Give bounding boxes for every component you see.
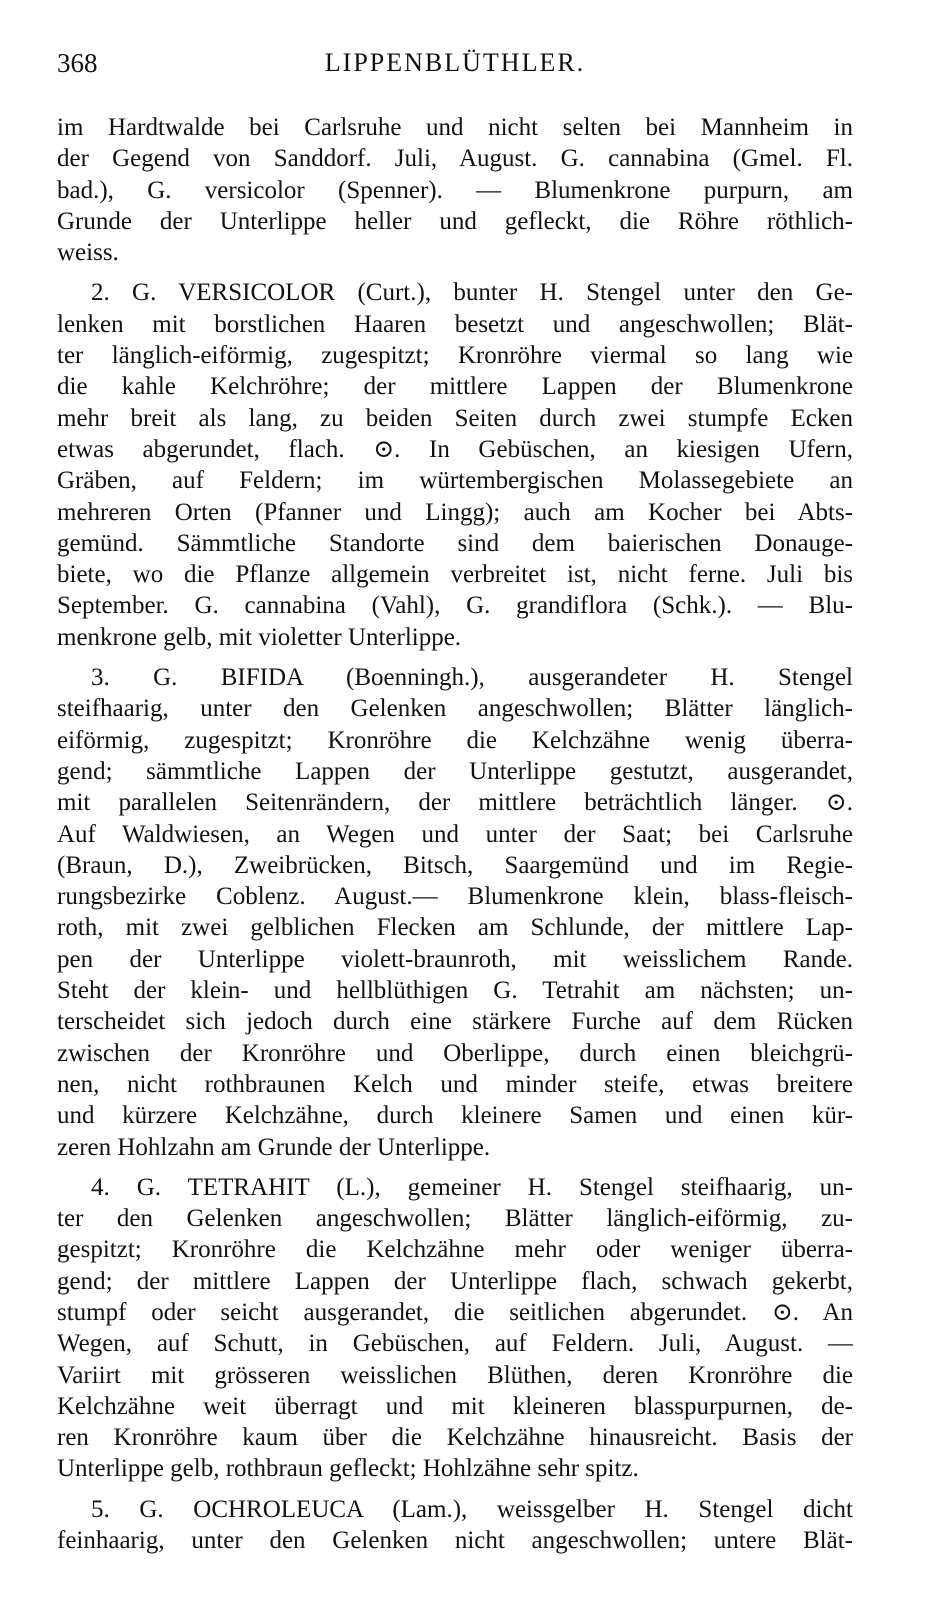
text-line: Unterlippe gelb, rothbraun gefleckt; Hohlzähne sehr spitz.	[57, 1455, 639, 1483]
text-line: mehr breit als lang, zu beiden Seiten durch zwei stumpfe Ecken	[57, 404, 853, 432]
paragraph-gap	[57, 1485, 853, 1494]
paragraph-gap	[57, 1163, 853, 1172]
text-line: etwas abgerundet, flach. ⊙. In Gebüschen, an kiesigen Ufern,	[57, 435, 853, 463]
text-line: ter den Gelenken angeschwollen; Blätter länglich-eiförmig, zu-	[57, 1205, 853, 1233]
text-line: steifhaarig, unter den Gelenken angeschwollen; Blätter länglich-	[57, 695, 853, 723]
text-line: zwischen der Kronröhre und Oberlippe, durch einen bleichgrü-	[57, 1039, 853, 1067]
text-line: gend; der mittlere Lappen der Unterlippe flach, schwach gekerbt,	[57, 1267, 853, 1295]
text-line: Grunde der Unterlippe heller und gefleckt, die Röhre röthlich-	[57, 207, 853, 235]
text-line: biete, wo die Pflanze allgemein verbreitet ist, nicht ferne. Juli bis	[57, 561, 853, 589]
paragraph	[57, 112, 853, 268]
text-line: menkrone gelb, mit violetter Unterlippe.	[57, 623, 462, 651]
text-line: bad.), G. versicolor (Spenner). — Blumenkrone purpurn, am	[57, 176, 853, 204]
text-line: 2. G. VERSICOLOR (Curt.), bunter H. Stengel unter den Ge-	[91, 279, 853, 307]
text-line: und kürzere Kelchzähne, durch kleinere Samen und einen kür-	[57, 1102, 853, 1130]
text-line: 3. G. BIFIDA (Boenningh.), ausgerandeter H. Stengel	[91, 664, 853, 692]
text-line: feinhaarig, unter den Gelenken nicht angeschwollen; untere Blät-	[57, 1527, 853, 1555]
text-line: Wegen, auf Schutt, in Gebüschen, auf Feldern. Juli, August. —	[57, 1330, 853, 1358]
text-line: der Gegend von Sanddorf. Juli, August. G. cannabina (Gmel. Fl.	[57, 145, 853, 173]
text-line: Steht der klein- und hellblüthigen G. Tetrahit am nächsten; un-	[57, 977, 853, 1005]
paragraph-gap	[57, 268, 853, 277]
paragraph-gap	[57, 653, 853, 662]
text-line: Kelchzähne weit überragt und mit kleineren blasspurpurnen, de-	[57, 1392, 853, 1420]
text-line: ren Kronröhre kaum über die Kelchzähne hinausreicht. Basis der	[57, 1424, 853, 1452]
text-line: roth, mit zwei gelblichen Flecken am Schlunde, der mittlere Lap-	[57, 914, 853, 942]
text-line: (Braun, D.), Zweibrücken, Bitsch, Saargemünd und im Regie-	[57, 851, 853, 879]
text-line: gespitzt; Kronröhre die Kelchzähne mehr oder weniger überra-	[57, 1236, 853, 1264]
text-line: gend; sämmtliche Lappen der Unterlippe gestutzt, ausgerandet,	[57, 757, 853, 785]
text-line: Variirt mit grösseren weisslichen Blüthen, deren Kronröhre die	[57, 1361, 853, 1389]
text-line: gemünd. Sämmtliche Standorte sind dem baierischen Donauge-	[57, 529, 853, 557]
text-line: stumpf oder seicht ausgerandet, die seitlichen abgerundet. ⊙. An	[57, 1298, 853, 1326]
body-text	[57, 112, 853, 1556]
paragraph	[57, 1494, 853, 1557]
text-line: zeren Hohlzahn am Grunde der Unterlippe.	[57, 1133, 491, 1161]
running-head: LIPPENBLÜTHLER.	[324, 48, 586, 77]
page-header	[57, 48, 853, 88]
text-line: eiförmig, zugespitzt; Kronröhre die Kelchzähne wenig überra-	[57, 726, 853, 754]
text-line: 4. G. TETRAHIT (L.), gemeiner H. Stengel steifhaarig, un-	[91, 1173, 853, 1201]
text-line: im Hardtwalde bei Carlsruhe und nicht selten bei Mannheim in	[57, 114, 853, 141]
paragraph	[57, 277, 853, 653]
text-line: Auf Waldwiesen, an Wegen und unter der Saat; bei Carlsruhe	[57, 820, 853, 848]
text-line: ter länglich-eiförmig, zugespitzt; Kronröhre viermal so lang wie	[57, 342, 853, 370]
paragraph	[57, 1172, 853, 1485]
text-line: weiss.	[57, 239, 119, 267]
text-line: rungsbezirke Coblenz. August.— Blumenkrone klein, blass-fleisch-	[57, 883, 853, 911]
text-line: die kahle Kelchröhre; der mittlere Lappen der Blumenkrone	[57, 373, 853, 401]
page-number: 368	[57, 48, 98, 78]
text-line: pen der Unterlippe violett-braunroth, mit weisslichem Rande.	[57, 945, 853, 973]
text-line: 5. G. OCHROLEUCA (Lam.), weissgelber H. Stengel dicht	[91, 1495, 853, 1523]
text-line: terscheidet sich jedoch durch eine stärkere Furche auf dem Rücken	[57, 1008, 853, 1036]
text-line: Gräben, auf Feldern; im würtembergischen Molassegebiete an	[57, 467, 853, 495]
text-line: lenken mit borstlichen Haaren besetzt und angeschwollen; Blät-	[57, 310, 853, 338]
paragraph	[57, 662, 853, 1163]
text-line: nen, nicht rothbraunen Kelch und minder steife, etwas breitere	[57, 1070, 853, 1098]
text-line: September. G. cannabina (Vahl), G. grandiflora (Schk.). — Blu-	[57, 592, 853, 620]
text-line: mit parallelen Seitenrändern, der mittlere beträchtlich länger. ⊙.	[57, 789, 853, 817]
text-line: mehreren Orten (Pfanner und Lingg); auch am Kocher bei Abts-	[57, 498, 853, 526]
